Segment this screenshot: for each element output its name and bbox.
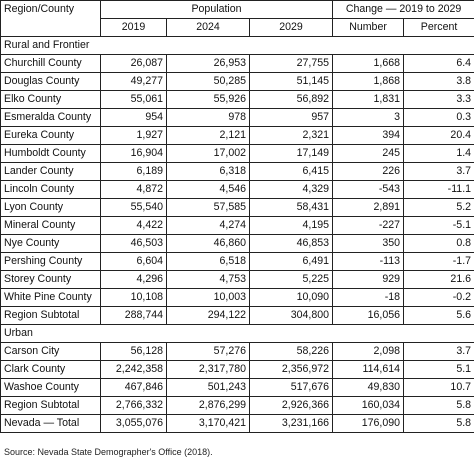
- row-name-cell: Washoe County: [1, 379, 101, 397]
- table-row: [1, 145, 474, 163]
- table-row: [1, 199, 474, 217]
- row-name-cell: Humboldt County: [1, 145, 101, 163]
- change-header: Change — 2019 to 2029: [333, 1, 474, 19]
- change-percent-cell: 5.8: [404, 415, 474, 433]
- value-2024-cell: 57,276: [167, 343, 250, 361]
- change-percent-cell: 3.7: [404, 343, 474, 361]
- value-2024-cell: 55,926: [167, 91, 250, 109]
- value-2029-cell: 58,226: [250, 343, 333, 361]
- value-2029-cell: 58,431: [250, 199, 333, 217]
- value-2029-cell: 51,145: [250, 73, 333, 91]
- change-percent-cell: -0.2: [404, 289, 474, 307]
- value-2024-cell: 4,274: [167, 217, 250, 235]
- change-number-cell: 2,891: [333, 199, 404, 217]
- change-percent-cell: -5.1: [404, 217, 474, 235]
- value-2024-cell: 2,121: [167, 127, 250, 145]
- value-2029-cell: 17,149: [250, 145, 333, 163]
- change-percent-cell: -1.7: [404, 253, 474, 271]
- change-number-cell: 226: [333, 163, 404, 181]
- change-number-cell: -227: [333, 217, 404, 235]
- value-2024-cell: 26,953: [167, 55, 250, 73]
- section-title: Rural and Frontier: [1, 37, 474, 55]
- change-percent-cell: 5.6: [404, 307, 474, 325]
- change-number-cell: 16,056: [333, 307, 404, 325]
- table-row: [1, 163, 474, 181]
- change-percent-cell: 1.4: [404, 145, 474, 163]
- section-row: [1, 325, 474, 343]
- source-note: Source: Nevada State Demographer's Office (2018).: [4, 447, 213, 457]
- row-name-cell: Region Subtotal: [1, 397, 101, 415]
- value-2029-cell: 2,926,366: [250, 397, 333, 415]
- table-row: [1, 415, 474, 433]
- row-name-cell: Nevada — Total: [1, 415, 101, 433]
- change-number-cell: 114,614: [333, 361, 404, 379]
- value-2019-cell: 2,766,332: [101, 397, 167, 415]
- value-2019-cell: 6,189: [101, 163, 167, 181]
- value-2024-cell: 10,003: [167, 289, 250, 307]
- value-2024-cell: 3,170,421: [167, 415, 250, 433]
- value-2029-cell: 2,356,972: [250, 361, 333, 379]
- section-title: Urban: [1, 325, 474, 343]
- row-name-cell: Pershing County: [1, 253, 101, 271]
- change-number-cell: 1,868: [333, 73, 404, 91]
- change-number-cell: 2,098: [333, 343, 404, 361]
- value-2019-cell: 467,846: [101, 379, 167, 397]
- value-2019-cell: 56,128: [101, 343, 167, 361]
- value-2029-cell: 46,853: [250, 235, 333, 253]
- value-2029-cell: 27,755: [250, 55, 333, 73]
- change-percent-cell: 3.7: [404, 163, 474, 181]
- value-2029-cell: 517,676: [250, 379, 333, 397]
- change-percent-cell: 3.8: [404, 73, 474, 91]
- value-2019-cell: 1,927: [101, 127, 167, 145]
- value-2019-cell: 6,604: [101, 253, 167, 271]
- change-percent-cell: 5.1: [404, 361, 474, 379]
- value-2019-cell: 3,055,076: [101, 415, 167, 433]
- value-2024-cell: 4,546: [167, 181, 250, 199]
- value-2029-cell: 3,231,166: [250, 415, 333, 433]
- percent-header: Percent: [404, 19, 474, 37]
- row-name-cell: Churchill County: [1, 55, 101, 73]
- value-2019-cell: 4,872: [101, 181, 167, 199]
- row-name-cell: Carson City: [1, 343, 101, 361]
- value-2019-cell: 55,540: [101, 199, 167, 217]
- table-row: [1, 343, 474, 361]
- change-percent-cell: 20.4: [404, 127, 474, 145]
- value-2029-cell: 6,491: [250, 253, 333, 271]
- value-2024-cell: 6,518: [167, 253, 250, 271]
- table-row: [1, 361, 474, 379]
- value-2019-cell: 49,277: [101, 73, 167, 91]
- row-name-cell: Clark County: [1, 361, 101, 379]
- table-row: [1, 181, 474, 199]
- year-2029-header: 2029: [250, 19, 333, 37]
- value-2019-cell: 55,061: [101, 91, 167, 109]
- value-2024-cell: 50,285: [167, 73, 250, 91]
- value-2019-cell: 16,904: [101, 145, 167, 163]
- row-name-cell: Eureka County: [1, 127, 101, 145]
- change-number-cell: -18: [333, 289, 404, 307]
- change-number-cell: 1,831: [333, 91, 404, 109]
- value-2024-cell: 2,876,299: [167, 397, 250, 415]
- change-percent-cell: 10.7: [404, 379, 474, 397]
- row-name-cell: Lyon County: [1, 199, 101, 217]
- value-2024-cell: 501,243: [167, 379, 250, 397]
- change-number-cell: -113: [333, 253, 404, 271]
- table-row: [1, 127, 474, 145]
- change-percent-cell: 0.3: [404, 109, 474, 127]
- table-row: [1, 379, 474, 397]
- change-percent-cell: 6.4: [404, 55, 474, 73]
- value-2019-cell: 10,108: [101, 289, 167, 307]
- table-row: [1, 217, 474, 235]
- table-row: [1, 73, 474, 91]
- change-number-cell: 394: [333, 127, 404, 145]
- value-2024-cell: 978: [167, 109, 250, 127]
- value-2024-cell: 46,860: [167, 235, 250, 253]
- value-2029-cell: 10,090: [250, 289, 333, 307]
- number-header: Number: [333, 19, 404, 37]
- row-name-cell: Mineral County: [1, 217, 101, 235]
- row-name-cell: Lincoln County: [1, 181, 101, 199]
- change-number-cell: 245: [333, 145, 404, 163]
- change-number-cell: 1,668: [333, 55, 404, 73]
- change-number-cell: 929: [333, 271, 404, 289]
- section-row: [1, 37, 474, 55]
- table-row: [1, 397, 474, 415]
- change-number-cell: 176,090: [333, 415, 404, 433]
- table-row: [1, 55, 474, 73]
- row-name-cell: Storey County: [1, 271, 101, 289]
- table-row: [1, 289, 474, 307]
- row-name-cell: White Pine County: [1, 289, 101, 307]
- region-county-header: Region/County: [1, 1, 101, 37]
- value-2024-cell: 4,753: [167, 271, 250, 289]
- value-2024-cell: 17,002: [167, 145, 250, 163]
- value-2019-cell: 4,296: [101, 271, 167, 289]
- value-2024-cell: 294,122: [167, 307, 250, 325]
- value-2029-cell: 6,415: [250, 163, 333, 181]
- table-row: [1, 235, 474, 253]
- value-2029-cell: 4,329: [250, 181, 333, 199]
- value-2029-cell: 304,800: [250, 307, 333, 325]
- row-name-cell: Lander County: [1, 163, 101, 181]
- year-2019-header: 2019: [101, 19, 167, 37]
- value-2019-cell: 288,744: [101, 307, 167, 325]
- change-number-cell: 160,034: [333, 397, 404, 415]
- value-2029-cell: 2,321: [250, 127, 333, 145]
- value-2029-cell: 957: [250, 109, 333, 127]
- value-2029-cell: 5,225: [250, 271, 333, 289]
- value-2019-cell: 4,422: [101, 217, 167, 235]
- table-row: [1, 91, 474, 109]
- value-2019-cell: 46,503: [101, 235, 167, 253]
- table-row: [1, 253, 474, 271]
- value-2029-cell: 4,195: [250, 217, 333, 235]
- change-percent-cell: 0.8: [404, 235, 474, 253]
- value-2029-cell: 56,892: [250, 91, 333, 109]
- change-percent-cell: 21.6: [404, 271, 474, 289]
- value-2019-cell: 2,242,358: [101, 361, 167, 379]
- value-2019-cell: 954: [101, 109, 167, 127]
- change-percent-cell: 3.3: [404, 91, 474, 109]
- change-percent-cell: 5.2: [404, 199, 474, 217]
- change-number-cell: -543: [333, 181, 404, 199]
- change-number-cell: 3: [333, 109, 404, 127]
- change-number-cell: 49,830: [333, 379, 404, 397]
- table-row: [1, 307, 474, 325]
- row-name-cell: Nye County: [1, 235, 101, 253]
- change-percent-cell: 5.8: [404, 397, 474, 415]
- row-name-cell: Esmeralda County: [1, 109, 101, 127]
- row-name-cell: Douglas County: [1, 73, 101, 91]
- table-row: [1, 271, 474, 289]
- value-2019-cell: 26,087: [101, 55, 167, 73]
- population-header: Population: [101, 1, 333, 19]
- row-name-cell: Elko County: [1, 91, 101, 109]
- year-2024-header: 2024: [167, 19, 250, 37]
- table-row: [1, 109, 474, 127]
- change-percent-cell: -11.1: [404, 181, 474, 199]
- row-name-cell: Region Subtotal: [1, 307, 101, 325]
- change-number-cell: 350: [333, 235, 404, 253]
- value-2024-cell: 57,585: [167, 199, 250, 217]
- value-2024-cell: 6,318: [167, 163, 250, 181]
- value-2024-cell: 2,317,780: [167, 361, 250, 379]
- header-row-top: [1, 1, 474, 19]
